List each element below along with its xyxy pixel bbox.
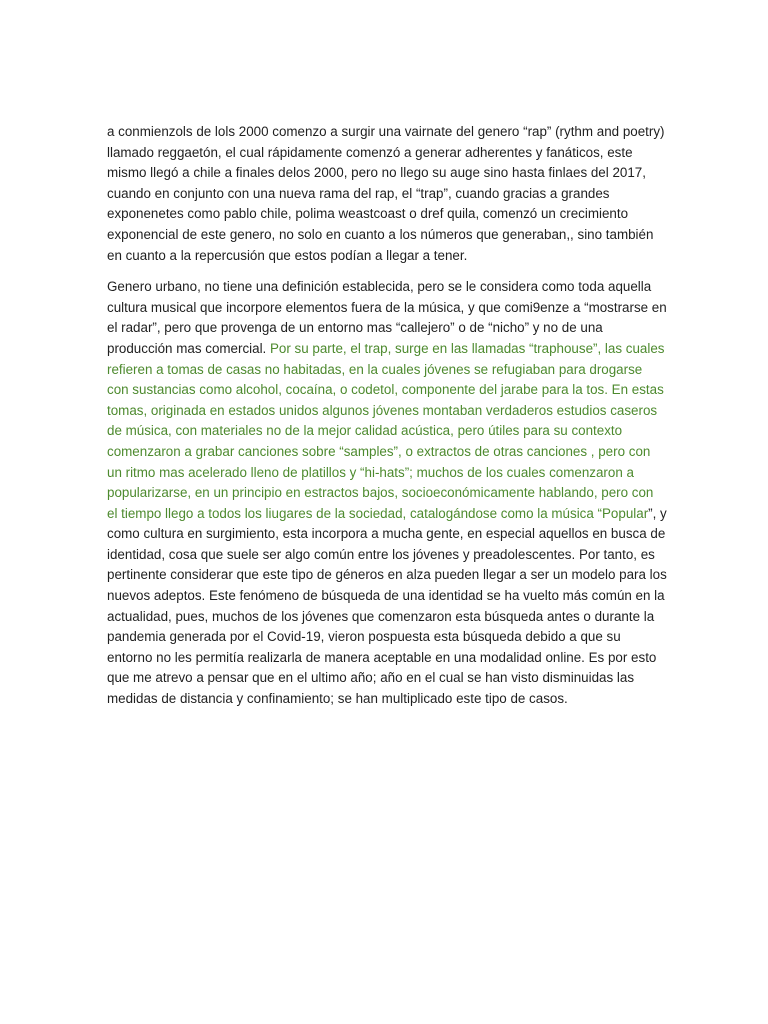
paragraph-1: a conmienzols de lols 2000 comenzo a surgir una vairnate del genero “rap” (rythm and poetry) llamado reggaetón, el cual rápidamente comenzó a generar adherentes y fanáticos, este mismo llegó a chile a finales delos 2000, pero no llego su auge sino hasta finlaes del 2017, cuando en conjunto con una nueva rama del rap, el “trap”, cuando gracias a grandes exponenetes como pablo chile, polima weastcoast o dref quila, comenzó un crecimiento exponencial de este genero, no solo en cuanto a los números que generaban,, sino también en cuanto a la repercusión que estos podían a llegar a tener. [107,124,665,263]
paragraph-2-end: ”, y como cultura en surgimiento, esta incorpora a mucha gente, en especial aquellos en busca de identidad, cosa que suele ser algo común entre los jóvenes y preadolescentes. Por tanto, es pertinente considerar que este tipo de géneros en alza pueden llegar a ser un modelo para los nuevos adeptos. Este fenómeno de búsqueda de una identidad se ha vuelto más común en la actualidad, pues, muchos de los jóvenes que comenzaron esta búsqueda antes o durante la pandemia generada por el Covid-19, vieron pospuesta esta búsqueda debido a que su entorno no les permitía realizarla de manera aceptable en una modalidad online. Es por esto que me atrevo a pensar que en el ultimo año; año en el cual se han visto disminuidas las medidas de distancia y confinamiento; se han multiplicado este tipo de casos. [107,505,667,707]
paragraph-2 [107,277,667,709]
paragraph-2-start: Genero urbano, no tiene una definición establecida, pero se le considera como toda aquella cultura musical que incorpore elementos fuera de la música, y que comi9enze a “mostrarse en el radar”, pero que provenga de un entorno mas “callejero” o de “nicho” y no de una producción mas comercial. [107,279,667,356]
paragraph-2-highlight: Por su parte, el trap, surge en las llamadas “traphouse”, las cuales refieren a tomas de casas no habitadas, en la cuales jóvenes se refugiaban para drogarse con sustancias como alcohol, cocaína, o codetol, componente del jarabe para la tos. En estas tomas, originada en estados unidos algunos jóvenes montaban verdaderos estudios caseros de música, con materiales no de la mejor calidad acústica, pero útiles para su contexto comenzaron a grabar canciones sobre “samples”, o extractos de otras canciones , pero con un ritmo mas acelerado lleno de platillos y “hi-hats”; muchos de los cuales comenzaron a popularizarse, en un principio en estractos bajos, socioeconómicamente hablando, pero con el tiempo llego a todos los liugares de la sociedad, catalogándose como la música “Popular [107,340,665,521]
